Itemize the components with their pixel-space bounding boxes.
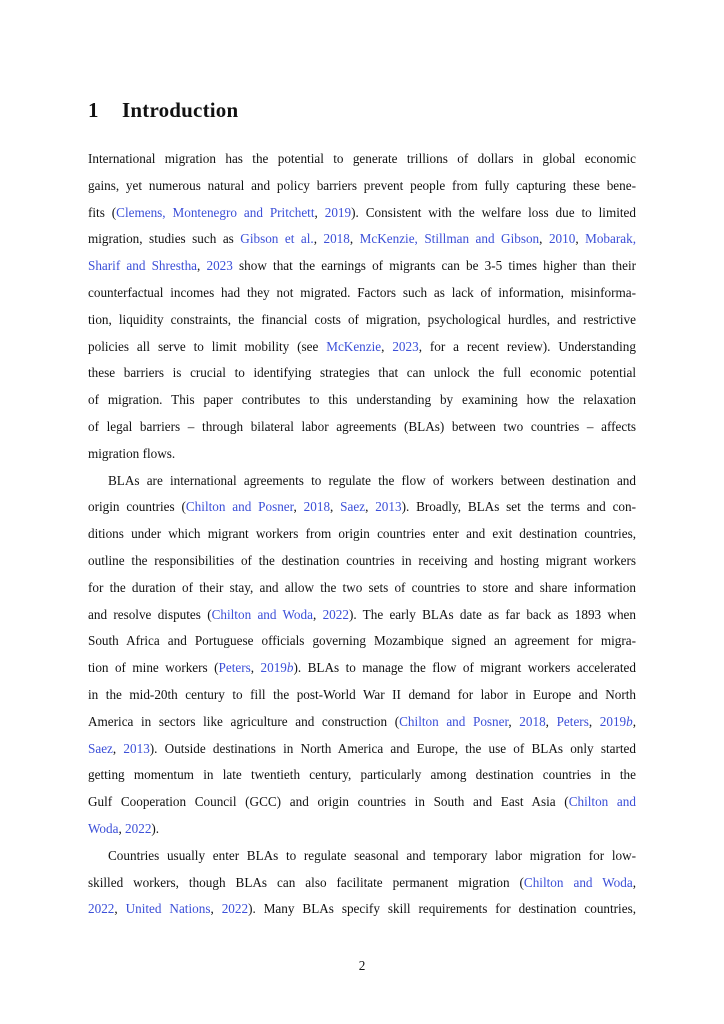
text-run: gains, yet numerous natural and policy barriers prevent people from fully capturing these bene- (88, 177, 636, 193)
citation-link[interactable]: Mobarak, (585, 231, 636, 247)
citation-link[interactable]: 2010 (548, 231, 576, 247)
text-run: , (313, 231, 324, 247)
text-run: these barriers is crucial to identifying strategies that can unlock the full economic potential (88, 365, 636, 381)
text-run: , (197, 258, 207, 274)
text-run: tion, liquidity constraints, the financial costs of migration, psychological hurdles, and restrictive (88, 311, 636, 327)
text-line (88, 280, 636, 307)
text-run: origin countries ( (88, 499, 186, 515)
text-run: ). The early BLAs date as far back as 1893 when (348, 606, 636, 622)
text-run: America in sectors like agriculture and construction ( (88, 713, 400, 729)
text-run: of migration. This paper contributes to this understanding by examining how the relaxation (88, 392, 636, 408)
text-line (88, 360, 636, 387)
text-line (88, 789, 636, 816)
paragraph (88, 843, 636, 923)
text-run: Gulf Cooperation Council (GCC) and origin countries in South and East Asia ( (88, 794, 569, 810)
text-line (88, 200, 636, 227)
text-line (88, 816, 636, 843)
citation-link[interactable]: Sharif and Shrestha (88, 258, 198, 274)
citation-link[interactable]: 2022 (88, 901, 115, 917)
text-line (88, 253, 636, 280)
text-line (88, 736, 636, 763)
citation-link[interactable]: United Nations (125, 901, 211, 917)
text-run: , (575, 231, 586, 247)
section-title: Introduction (122, 98, 239, 122)
text-run: , (114, 901, 126, 917)
text-line (88, 307, 636, 334)
citation-link[interactable]: 2023 (206, 258, 233, 274)
paragraph (88, 146, 636, 468)
citation-link[interactable]: Saez (88, 740, 113, 756)
text-run: , (539, 231, 549, 247)
text-run: show that the earnings of migrants can be 3-5 times higher than their (232, 258, 637, 274)
citation-link[interactable]: 2022 (322, 606, 349, 622)
text-run: International migration has the potential to generate trillions of dollars in global economic (88, 151, 636, 166)
text-run: , (118, 820, 126, 836)
text-run: Countries usually enter BLAs to regulate seasonal and temporary labor migration for low- (108, 847, 636, 863)
text-run: , (381, 338, 393, 354)
text-run: tion of mine workers ( (88, 660, 219, 676)
citation-link[interactable]: Chilton and Posner (399, 713, 509, 729)
paragraph (88, 468, 636, 843)
text-line (88, 521, 636, 548)
citation-link[interactable]: Chilton and Woda (211, 606, 313, 622)
citation-link[interactable]: Peters (556, 713, 589, 729)
text-line (88, 709, 636, 736)
text-line (88, 870, 636, 897)
text-line (88, 146, 636, 173)
text-run: skilled workers, though BLAs can also facilitate permanent migration ( (88, 874, 524, 890)
text-run: migration, studies such as (88, 231, 241, 247)
text-line (88, 896, 636, 923)
text-line (88, 762, 636, 789)
text-run: , (314, 204, 325, 220)
citation-link[interactable]: McKenzie (326, 338, 382, 354)
citation-link[interactable]: Peters (218, 660, 251, 676)
text-run: ). Consistent with the welfare loss due to limited (351, 204, 636, 220)
citation-link[interactable]: 2018 (323, 231, 350, 247)
text-run: , (545, 713, 557, 729)
text-run: , (210, 901, 222, 917)
text-line (88, 602, 636, 629)
text-line (88, 655, 636, 682)
text-line (88, 494, 636, 521)
citation-link[interactable]: Chilton and Woda (523, 874, 633, 890)
text-run: , (632, 713, 637, 729)
text-run: migration flows. (88, 445, 176, 461)
text-run: South Africa and Portuguese officials governing Mozambique signed an agreement for migra- (88, 633, 636, 649)
text-run: ). Many BLAs specify skill requirements for destination countries, (248, 901, 637, 917)
text-line (88, 843, 636, 870)
text-line (88, 682, 636, 709)
text-run: getting momentum in late twentieth century, particularly among destination countries in the (88, 767, 636, 783)
citation-link[interactable]: Chilton and (568, 794, 636, 810)
citation-link[interactable]: 2023 (392, 338, 419, 354)
text-run: , (365, 499, 376, 515)
text-run: , (312, 606, 323, 622)
text-run: , (250, 660, 261, 676)
text-run: , (632, 874, 636, 890)
citation-link[interactable]: 2019b (260, 660, 294, 676)
citation-link[interactable]: Chilton and Posner (185, 499, 294, 515)
text-run: in the mid-20th century to fill the post-World War II demand for labor in Europe and North (88, 686, 636, 702)
citation-link[interactable]: Woda (88, 820, 119, 836)
text-run: ). BLAs to manage the flow of migrant workers accelerated (293, 660, 637, 676)
text-line (88, 334, 636, 361)
text-run: fits ( (88, 204, 117, 220)
citation-link[interactable]: 2022 (221, 901, 249, 917)
text-line (88, 173, 636, 200)
text-run: ). (151, 820, 160, 836)
section-number: 1 (88, 98, 99, 122)
text-run: counterfactual incomes had they not migrated. Factors such as lack of information, misinforma- (88, 284, 636, 300)
text-line (88, 575, 636, 602)
section-heading (88, 98, 238, 123)
citation-link[interactable]: 2018 (303, 499, 331, 515)
citation-link[interactable]: Saez (340, 499, 366, 515)
body-text (88, 146, 636, 923)
citation-link[interactable]: Clemens, Montenegro and Pritchett (116, 204, 315, 220)
text-line (88, 226, 636, 253)
text-run: and resolve disputes ( (88, 606, 212, 622)
text-run: ditions under which migrant workers from origin countries enter and exit destination countries, (88, 526, 636, 542)
text-run: , for a recent review). Understanding (418, 338, 636, 354)
citation-link[interactable]: 2019 (324, 204, 352, 220)
text-run: ). Outside destinations in North America and Europe, the use of BLAs only started (149, 740, 636, 756)
text-run: , (508, 713, 520, 729)
citation-link[interactable]: 2013 (123, 740, 150, 756)
citation-link[interactable]: 2019b (599, 713, 633, 729)
citation-link[interactable]: 2013 (375, 499, 402, 515)
citation-link[interactable]: Gibson et al. (240, 231, 314, 247)
text-run: ). Broadly, BLAs set the terms and con- (401, 499, 637, 515)
text-line (88, 628, 636, 655)
text-run: , (588, 713, 600, 729)
text-run: outline the responsibilities of the destination countries in receiving and hosting migrant workers (88, 552, 636, 568)
text-run: policies all serve to limit mobility (see (88, 338, 327, 354)
text-run: , (112, 740, 124, 756)
text-run: , (330, 499, 341, 515)
citation-link[interactable]: 2022 (125, 820, 152, 836)
text-run: of legal barriers – through bilateral labor agreements (BLAs) between two countries – affects (88, 418, 636, 434)
citation-link[interactable]: McKenzie, Stillman and Gibson (359, 231, 540, 247)
text-line (88, 414, 636, 441)
text-run: , (349, 231, 360, 247)
text-line (88, 468, 636, 495)
text-line (88, 548, 636, 575)
citation-link[interactable]: 2018 (519, 713, 546, 729)
page-number: 2 (358, 958, 366, 973)
text-line (88, 387, 636, 414)
text-run: , (293, 499, 304, 515)
text-line (88, 441, 636, 468)
text-run: for the duration of their stay, and allow the two sets of countries to store and share information (88, 579, 636, 595)
text-run: BLAs are international agreements to regulate the flow of workers between destination and (108, 472, 636, 488)
